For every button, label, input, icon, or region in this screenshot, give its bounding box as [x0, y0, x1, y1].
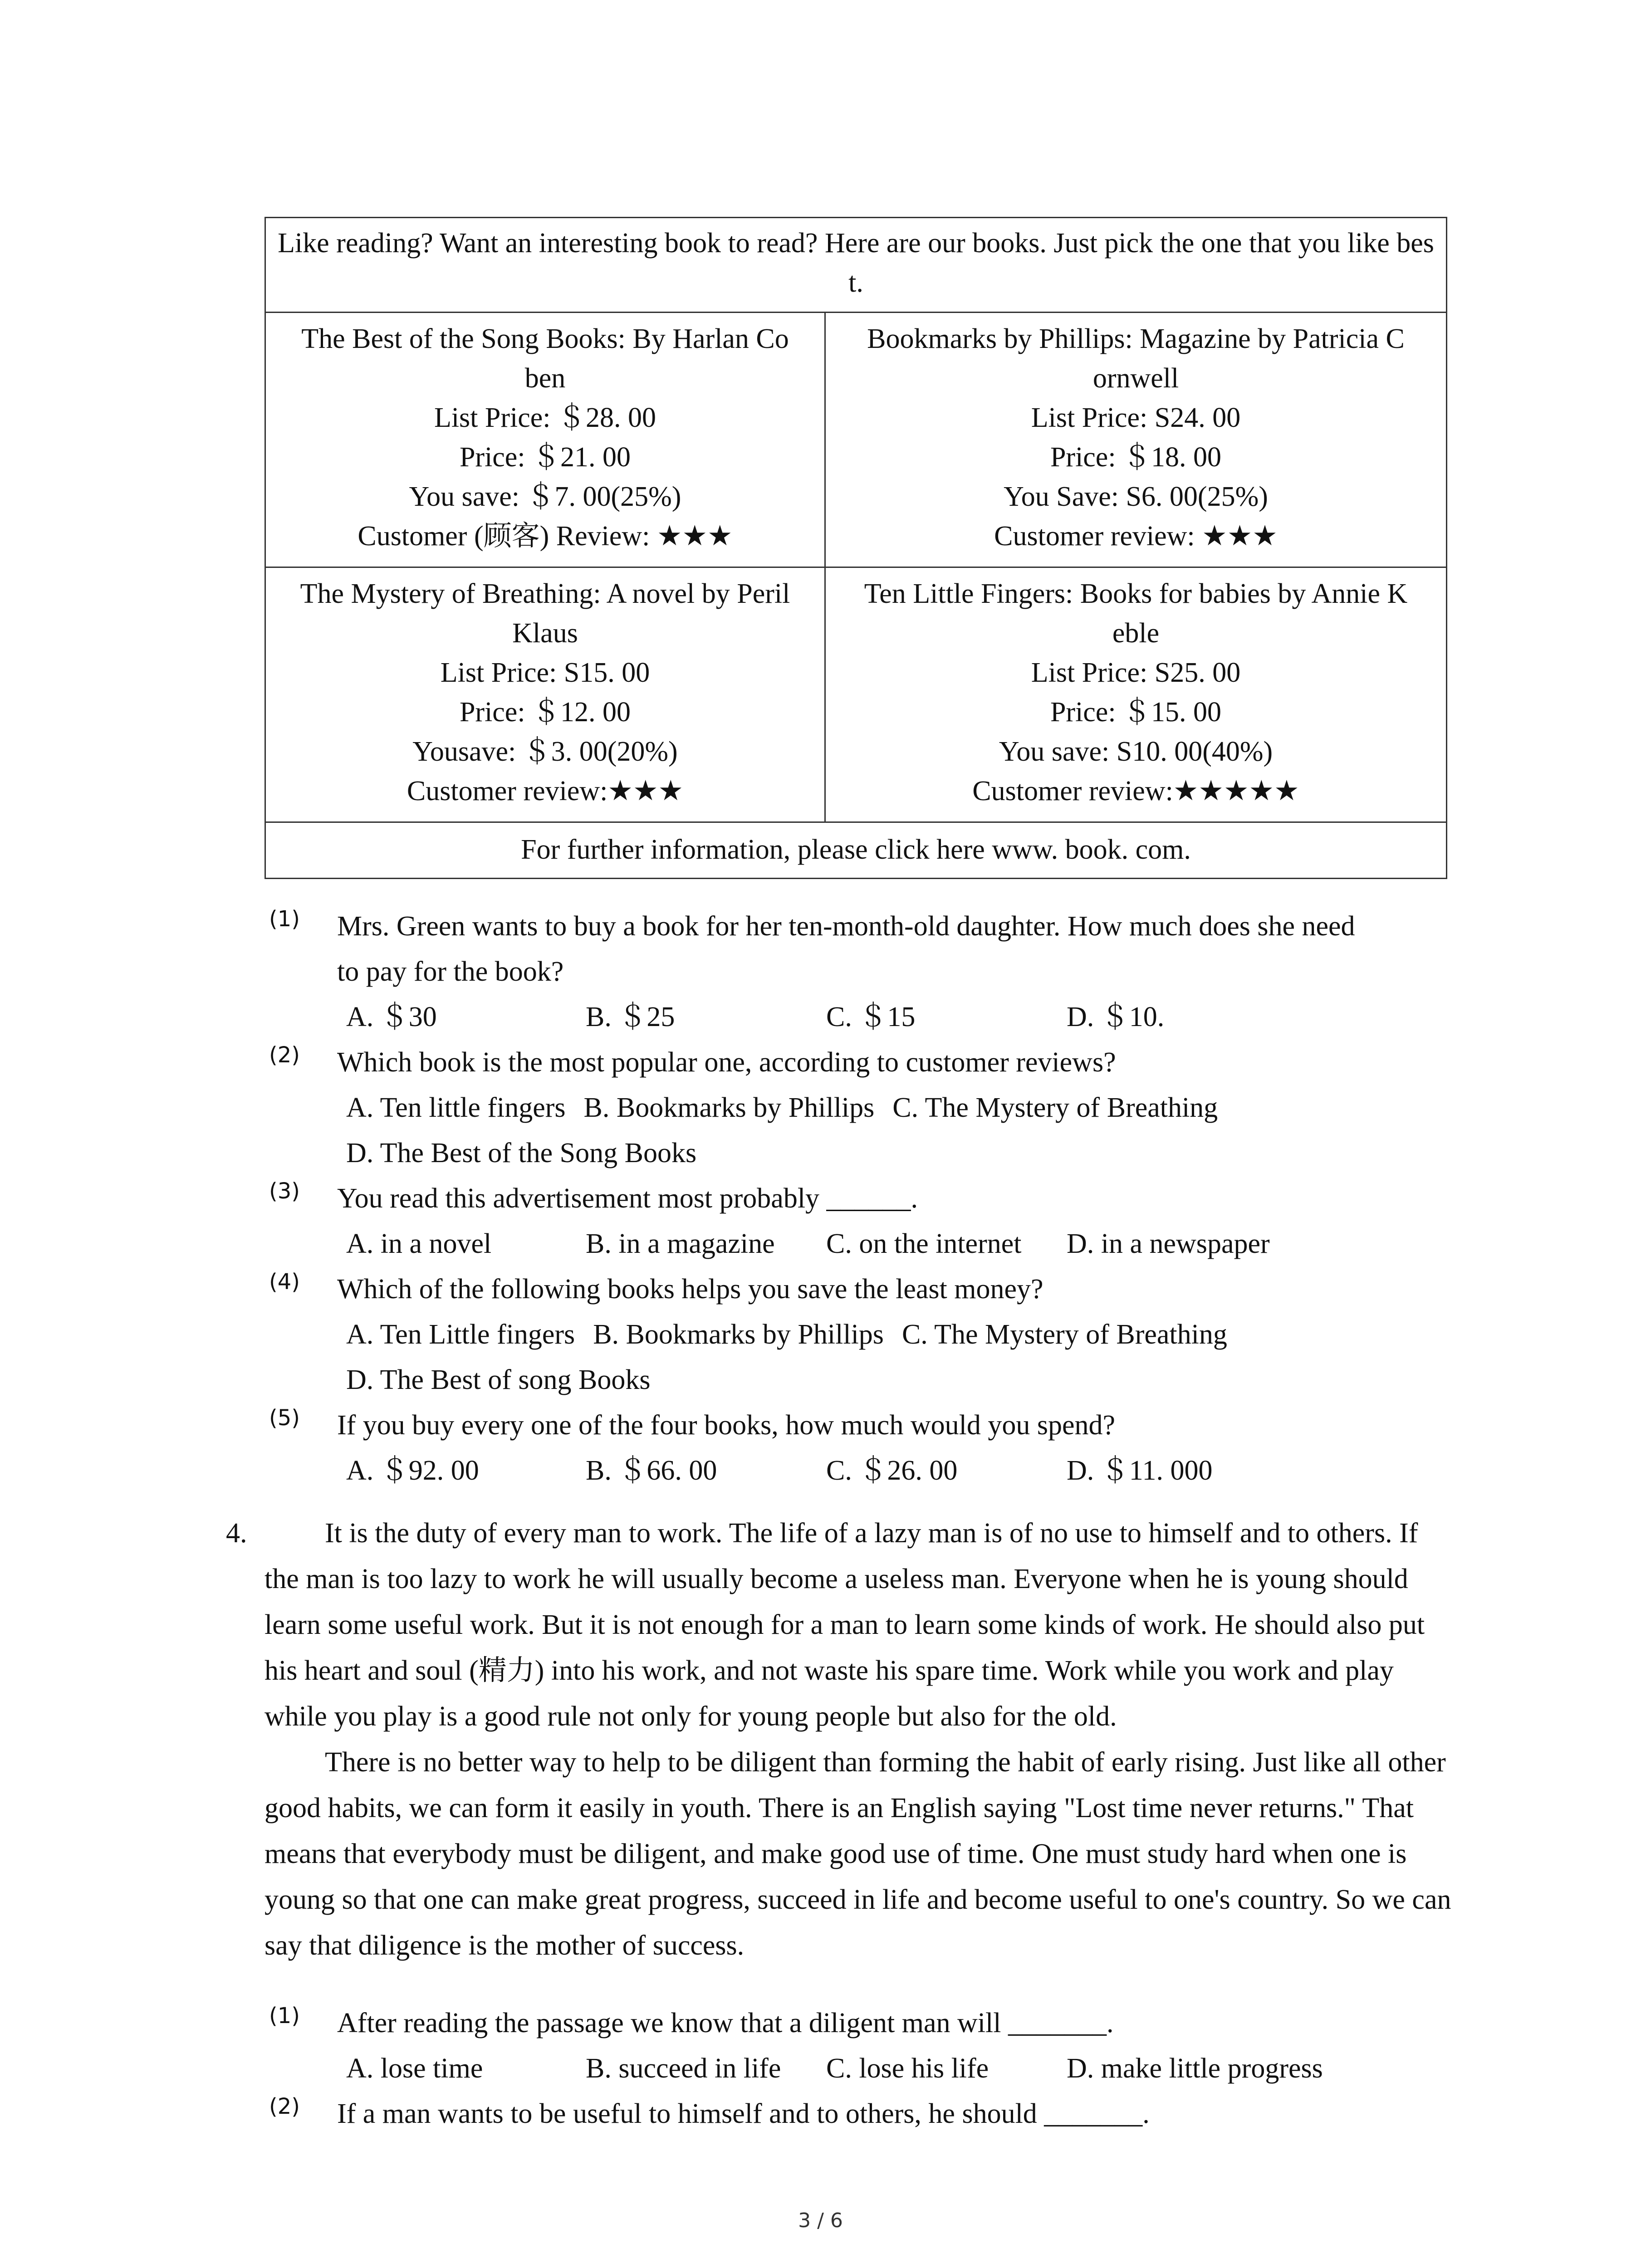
question-text: After reading the passage we know that a diligent man will _______. — [337, 2008, 1114, 2038]
passage-paragraph: There is no better way to help to be diligent than forming the habit of early rising. Just like all other good habits, we can form it easily in youth. There is an English saying "Lost time never returns." That means that everybody must be diligent, and make good use of time. One must study hard when one is young so that one can make great progress, succeed in life and become useful to one's country. So we can say that diligence is the mother of success. — [265, 1747, 1451, 1961]
option-a[interactable]: A. in a novel — [346, 1228, 492, 1259]
answer-options — [346, 1448, 1462, 1493]
book-cell-best-of-song — [265, 313, 825, 567]
question-3-1 — [265, 904, 1462, 1040]
question-number: (4) — [269, 1269, 300, 1295]
book-advert-table — [265, 217, 1447, 879]
book-cell-bookmarks — [825, 313, 1447, 567]
advert-header-text: Like reading? Want an interesting book to read? Here are our books. Just pick the one that you like best. — [278, 228, 1434, 298]
option-a[interactable]: A. Ten little fingers — [346, 1092, 566, 1123]
option-b[interactable]: B. in a magazine — [586, 1228, 775, 1259]
book-title: The Mystery of Breathing: A novel by Peril — [300, 578, 790, 609]
question-number: (5) — [269, 1405, 300, 1431]
book-review: Customer review:★★★ — [407, 776, 684, 807]
option-c[interactable]: C. The Mystery of Breathing — [892, 1092, 1218, 1123]
book-savings: Yousave: ＄3. 00(20%) — [412, 736, 678, 767]
answer-options — [346, 1085, 1462, 1176]
section4-questions — [265, 2000, 1462, 2136]
question-text-line: Mrs. Green wants to buy a book for her ten-month-old daughter. How much does she need — [337, 911, 1355, 942]
question-text: If you buy every one of the four books, how much would you spend? — [337, 1410, 1115, 1441]
option-c[interactable]: C. ＄15 — [826, 1002, 916, 1032]
option-a[interactable]: A. ＄92. 00 — [346, 1455, 479, 1486]
book-price: Price: ＄18. 00 — [1050, 442, 1222, 473]
advert-footer-cell — [265, 822, 1447, 879]
book-title-cont: ornwell — [1092, 363, 1179, 394]
book-title-cont: ben — [524, 363, 566, 394]
question-number: (1) — [269, 906, 300, 932]
answer-options — [346, 2046, 1462, 2091]
book-title: Bookmarks by Phillips: Magazine by Patricia C — [867, 323, 1405, 354]
option-b[interactable]: B. succeed in life — [586, 2053, 781, 2084]
answer-options — [346, 1221, 1462, 1266]
option-d[interactable]: D. make little progress — [1067, 2053, 1323, 2084]
question-number: (3) — [269, 1178, 300, 1204]
option-d[interactable]: D. in a newspaper — [1067, 1228, 1270, 1259]
question-number: (2) — [269, 2094, 300, 2119]
question-number: (1) — [269, 2003, 300, 2028]
option-d[interactable]: D. ＄11. 000 — [1067, 1455, 1213, 1486]
book-title-cont: Klaus — [512, 618, 578, 649]
book-savings: You save: S10. 00(40%) — [999, 736, 1273, 767]
question-4-2 — [265, 2091, 1462, 2136]
option-c[interactable]: C. lose his life — [826, 2053, 989, 2084]
option-a[interactable]: A. lose time — [346, 2053, 483, 2084]
option-b[interactable]: B. ＄25 — [586, 1002, 675, 1032]
book-price: Price: ＄15. 00 — [1050, 697, 1222, 728]
book-title-cont: eble — [1112, 618, 1160, 649]
advert-header-cell — [265, 218, 1447, 313]
option-b[interactable]: B. ＄66. 00 — [586, 1455, 717, 1486]
advert-footer-text: For further information, please click here www. book. com. — [521, 834, 1191, 865]
question-3-4 — [265, 1266, 1462, 1403]
answer-options — [346, 994, 1462, 1040]
reading-passage-4 — [226, 1510, 1453, 1969]
book-price: Price: ＄12. 00 — [459, 697, 631, 728]
option-c[interactable]: C. The Mystery of Breathing — [901, 1319, 1227, 1350]
question-text — [337, 904, 1462, 994]
question-text: Which of the following books helps you save the least money? — [337, 1274, 1043, 1305]
option-c[interactable]: C. ＄26. 00 — [826, 1455, 958, 1486]
option-a[interactable]: A. Ten Little fingers — [346, 1319, 575, 1350]
book-savings: You save: ＄7. 00(25%) — [409, 481, 681, 512]
question-3-3 — [265, 1176, 1462, 1266]
option-d[interactable]: D. The Best of song Books — [346, 1364, 651, 1395]
book-list-price: List Price: ＄28. 00 — [434, 402, 656, 433]
book-title: Ten Little Fingers: Books for babies by Annie K — [864, 578, 1408, 609]
question-text: If a man wants to be useful to himself and to others, he should _______. — [337, 2098, 1150, 2129]
question-text: You read this advertisement most probably ______. — [337, 1183, 918, 1214]
book-savings: You Save: S6. 00(25%) — [1004, 481, 1268, 512]
book-cell-ten-little-fingers — [825, 567, 1447, 822]
book-review: Customer review: ★★★ — [994, 521, 1278, 552]
section3-questions — [265, 904, 1462, 1493]
book-list-price: List Price: S24. 00 — [1031, 402, 1241, 433]
question-number: (2) — [269, 1042, 300, 1068]
page-number: 3 / 6 — [798, 2209, 843, 2232]
option-b[interactable]: B. Bookmarks by Phillips — [593, 1319, 884, 1350]
book-cell-mystery-of-breathing — [265, 567, 825, 822]
book-review: Customer review:★★★★★ — [972, 776, 1299, 807]
option-b[interactable]: B. Bookmarks by Phillips — [583, 1092, 875, 1123]
question-text-line: to pay for the book? — [337, 956, 564, 987]
option-d[interactable]: D. ＄10. — [1067, 1002, 1165, 1032]
question-3-5 — [265, 1403, 1462, 1493]
book-review: Customer (顾客) Review: ★★★ — [358, 521, 733, 552]
passage-paragraph: It is the duty of every man to work. The life of a lazy man is of no use to himself and to others. If the man is too lazy to work he will usually become a useless man. Everyone when he is young should learn some useful work. But it is not enough for a man to learn some kinds of work. He should also put his heart and soul (精力) into his work, and not waste his spare time. Work while you work and play while you play is a good rule not only for young people but also for the old. — [265, 1518, 1425, 1732]
option-d[interactable]: D. The Best of the Song Books — [346, 1138, 697, 1168]
section-number: 4. — [226, 1518, 247, 1549]
book-list-price: List Price: S15. 00 — [440, 657, 650, 688]
answer-options — [346, 1312, 1462, 1403]
option-c[interactable]: C. on the internet — [826, 1228, 1022, 1259]
book-price: Price: ＄21. 00 — [459, 442, 631, 473]
option-a[interactable]: A. ＄30 — [346, 1002, 437, 1032]
question-3-2 — [265, 1040, 1462, 1176]
book-list-price: List Price: S25. 00 — [1031, 657, 1241, 688]
question-4-1 — [265, 2000, 1462, 2091]
question-text: Which book is the most popular one, according to customer reviews? — [337, 1047, 1116, 1078]
book-title: The Best of the Song Books: By Harlan Co — [301, 323, 789, 354]
